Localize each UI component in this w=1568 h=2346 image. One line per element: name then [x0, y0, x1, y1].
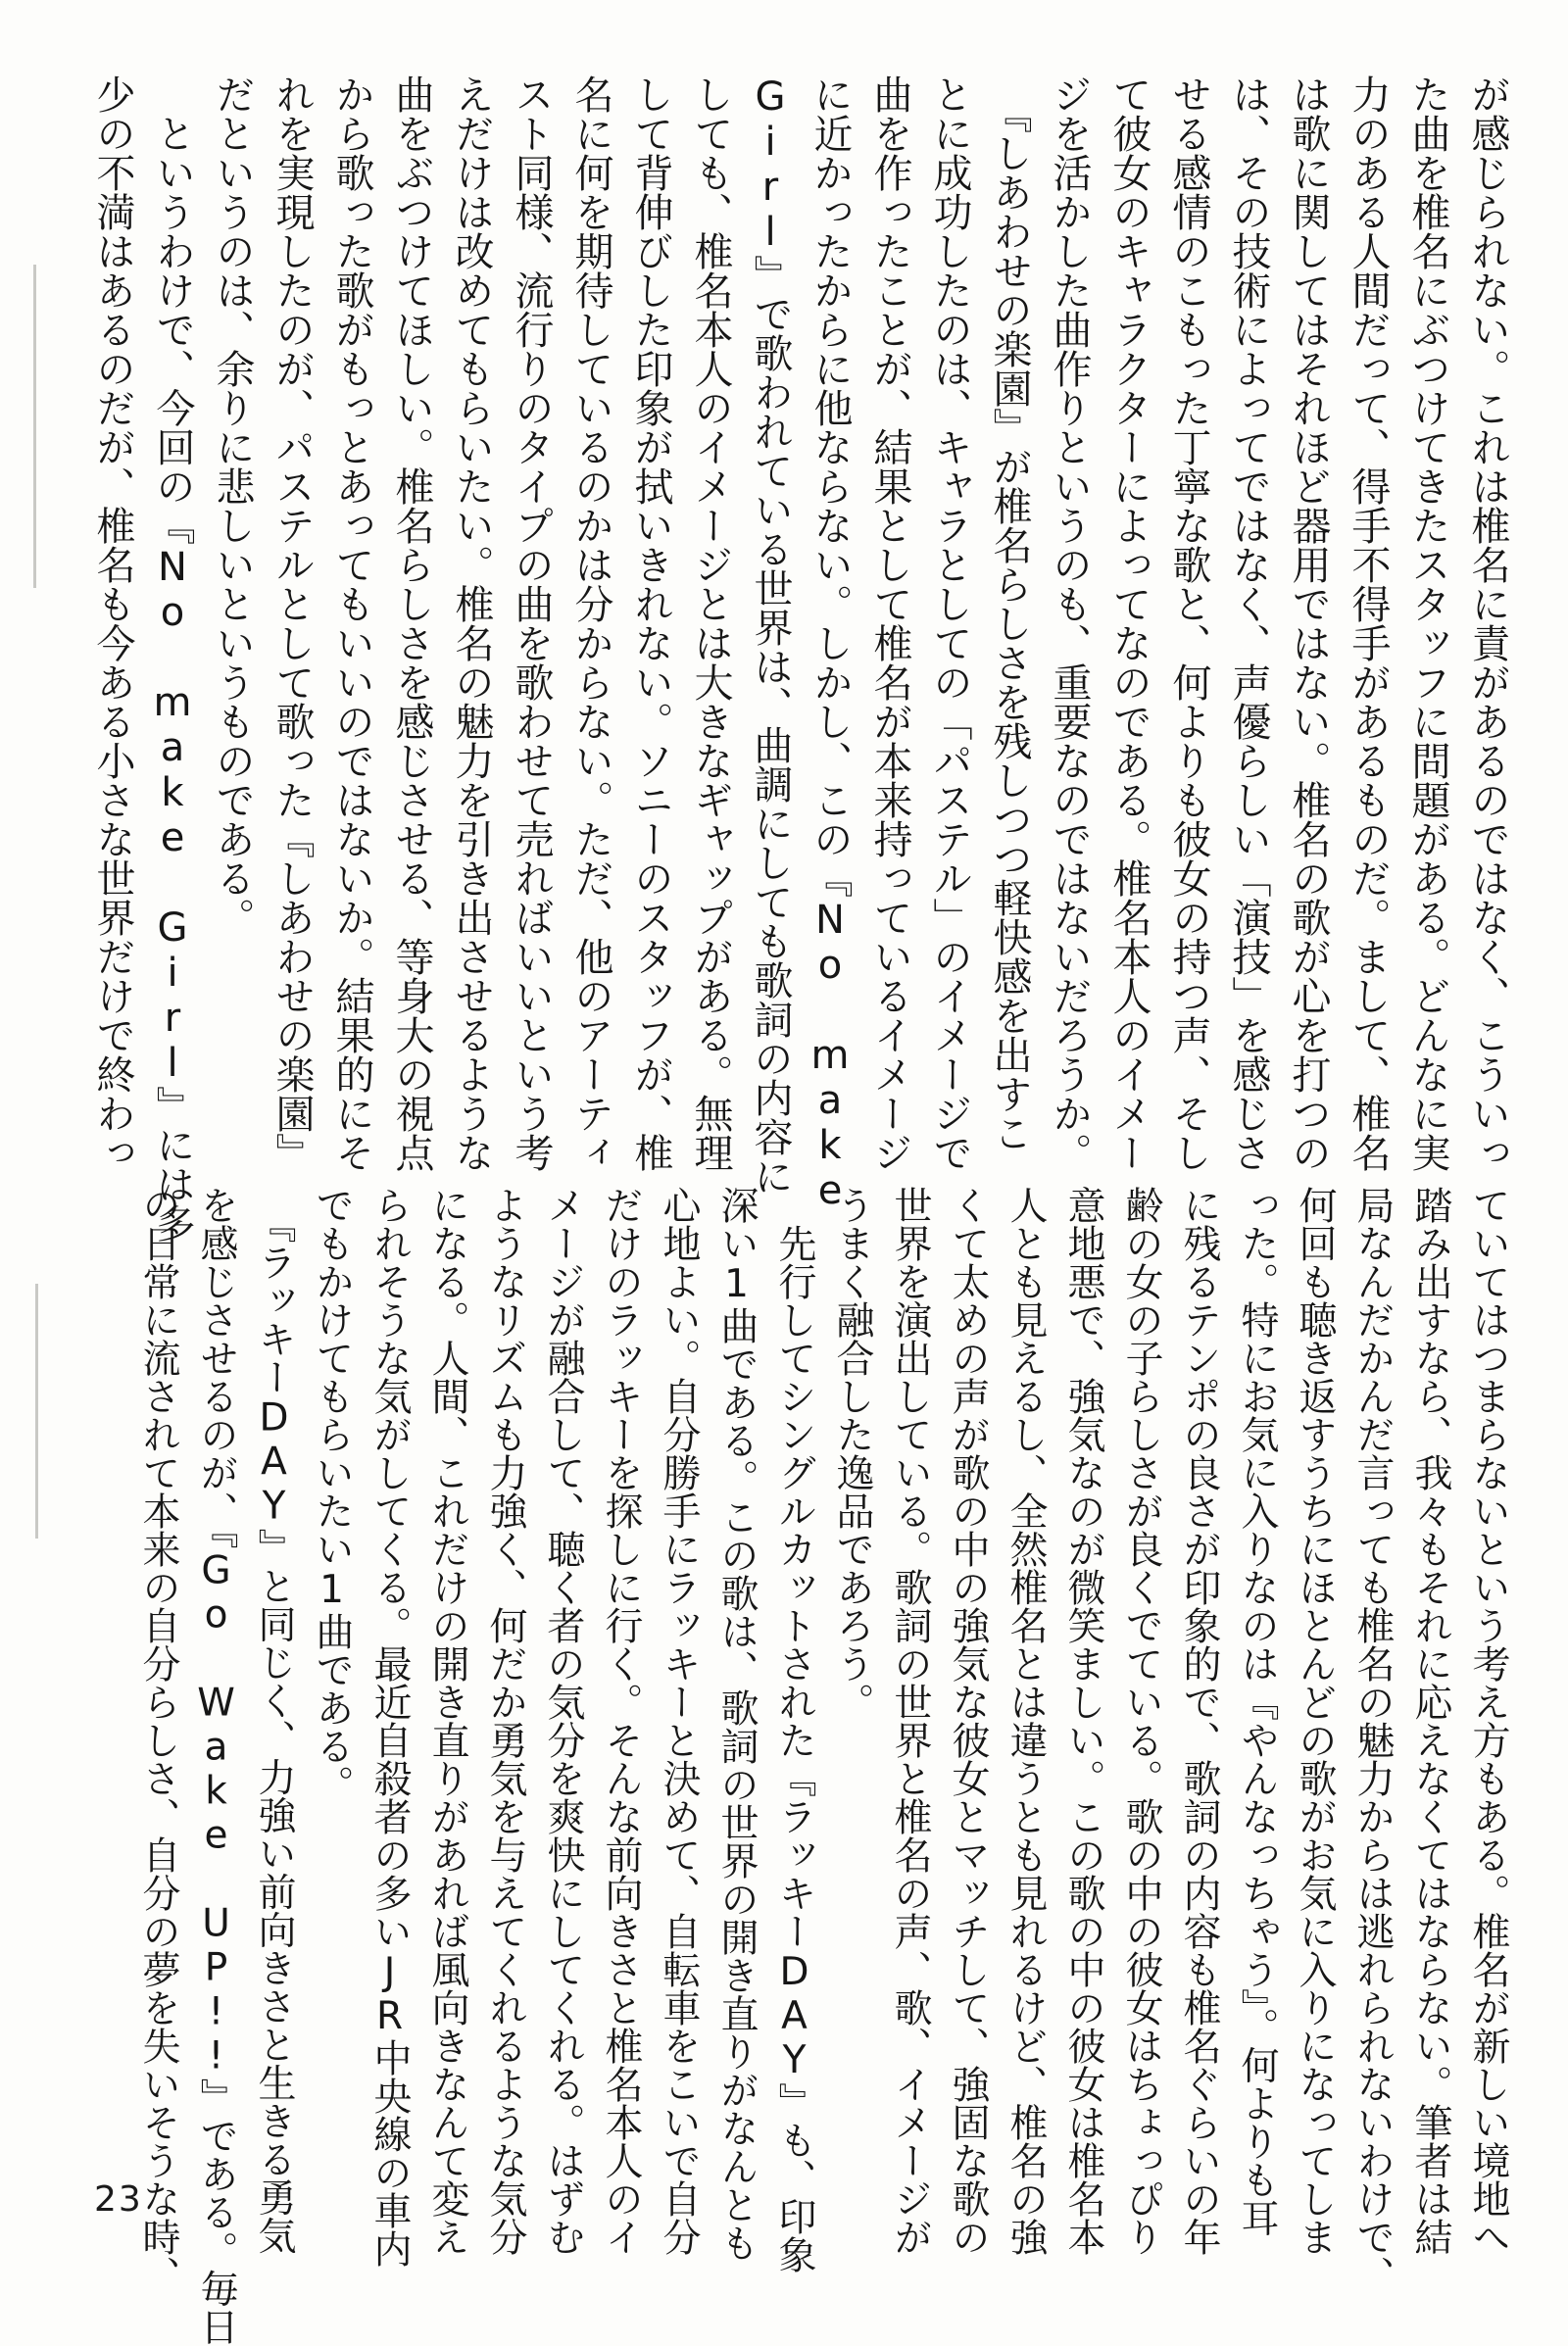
text-column: に残るテンポの良さが印象的で、歌詞の内容も椎名ぐらいの年: [1177, 1186, 1221, 2256]
text-column: メージが融合して、聴く者の気分を爽快にしてくれる。はずむ: [541, 1186, 585, 2256]
text-column: というわけで、今回の『No make Girl』には多: [150, 74, 195, 1243]
text-column: 曲を作ったことが、結果として椎名が本来持っているイメージ: [867, 74, 912, 1172]
text-column: スト同様、流行りのタイプの曲を歌わせて売ればいいという考: [509, 74, 554, 1172]
text-column: が感じられない。これは椎名に責があるのではなく、こういっ: [1465, 74, 1510, 1172]
text-column: 世界を演出している。歌詞の世界と椎名の声、歌、イメージが: [888, 1186, 932, 2256]
article-top-band: [90, 74, 1510, 1243]
text-column: になる。人間、これだけの開き直りがあれば風向きなんて変え: [425, 1186, 469, 2256]
text-column: 齢の女の子らしさが良くでている。歌の中の彼女はちょっぴり: [1119, 1186, 1163, 2256]
page-number: 23: [94, 2179, 143, 2220]
text-column: た曲を椎名にぶつけてきたスタッフに問題がある。どんなに実: [1405, 74, 1450, 1172]
text-column: て彼女のキャラクターによってなのである。椎名本人のイメー: [1106, 74, 1152, 1172]
text-column: Girl』で歌われている世界は、曲調にしても歌詞の内容に: [748, 74, 793, 1196]
scan-edge-artifact: [33, 265, 36, 588]
text-column: とに成功したのは、キャラとしての「パステル」のイメージで: [927, 74, 972, 1172]
text-column: 『ラッキーDAY』と同じく、力強い前向きさと生きる勇気: [252, 1186, 296, 2255]
text-column: 人とも見えるし、全然椎名とは違うとも見れるけど、椎名の強: [1004, 1186, 1048, 2256]
text-column: うまく融合した逸品であろう。: [830, 1186, 874, 1721]
text-column: くて太めの声が歌の中の強気な彼女とマッチして、強固な歌の: [946, 1186, 990, 2256]
text-column: ていてはつまらないという考え方もある。椎名が新しい境地へ: [1466, 1186, 1510, 2256]
text-column: 『しあわせの楽園』が椎名らしさを残しつつ軽快感を出すこ: [987, 74, 1032, 1152]
text-column: して背伸びした印象が拭いきれない。ソニーのスタッフが、椎: [628, 74, 673, 1172]
text-column: の日常に流されて本来の自分らしさ、自分の夢を失いそうな時、: [136, 1186, 180, 2294]
text-column: えだけは改めてもらいたい。椎名の魅力を引き出させるような: [449, 74, 494, 1172]
text-column: 少の不満はあるのだが、椎名も今ある小さな世界だけで終わっ: [90, 74, 135, 1172]
text-column: だというのは、余りに悲しいというものである。: [210, 74, 255, 937]
text-column: 局なんだかんだ言っても椎名の魅力からは逃れられないわけで、: [1350, 1186, 1395, 2294]
text-column: だけのラッキーを探しに行く。そんな前向きさと椎名本人のイ: [599, 1186, 643, 2256]
text-column: 心地よい。自分勝手にラッキーと決めて、自転車をこいで自分: [657, 1186, 701, 2256]
text-column: 名に何を期待しているのかは分からない。ただ、他のアーティ: [568, 74, 613, 1172]
text-column: 何回も聴き返すうちにほとんどの歌がお気に入りになってしま: [1293, 1186, 1337, 2256]
text-column: られそうな気がしてくる。最近自殺者の多いJR中央線の車内: [368, 1186, 412, 2268]
text-column: せる感情のこもった丁寧な歌と、何よりも彼女の持つ声、そし: [1166, 74, 1211, 1172]
text-column: 先行してシングルカットされた『ラッキーDAY』も、印象: [772, 1186, 816, 2273]
scan-edge-artifact: [35, 1284, 38, 1539]
text-column: は、その技術によってではなく、声優らしい「演技」を感じさ: [1226, 74, 1271, 1172]
text-column: しても、椎名本人のイメージとは大きなギャップがある。無理: [688, 74, 733, 1172]
text-column: を感じさせるのが、『Go Wake UP!!』である。毎日: [194, 1186, 238, 2346]
text-column: 踏み出すなら、我々もそれに応えなくてはならない。筆者は結: [1408, 1186, 1452, 2256]
text-column: から歌った歌がもっとあってもいいのではないか。結果的にそ: [329, 74, 374, 1172]
text-column: 深い1曲である。この歌は、歌詞の世界の開き直りがなんとも: [714, 1186, 759, 2262]
text-column: 意地悪で、強気なのが微笑ましい。この歌の中の彼女は椎名本: [1061, 1186, 1105, 2256]
article-bottom-band: [136, 1186, 1510, 2346]
text-column: 力のある人間だって、得手不得手があるものだ。まして、椎名: [1346, 74, 1391, 1172]
text-column: でもかけてもらいたい1曲である。: [310, 1186, 354, 1803]
text-column: に近かったからに他ならない。しかし、この『No make: [808, 74, 853, 1213]
text-column: ジを活かした曲作りというのも、重要なのではないだろうか。: [1047, 74, 1092, 1172]
text-column: ようなリズムも力強く、何だか勇気を与えてくれるような気分: [483, 1186, 527, 2256]
text-column: れを実現したのが、パステルとして歌った『しあわせの楽園』: [270, 74, 315, 1172]
text-column: った。特にお気に入りなのは『やんなっちゃう』。何よりも耳: [1235, 1186, 1279, 2237]
text-column: 曲をぶつけてほしい。椎名らしさを感じさせる、等身大の視点: [389, 74, 434, 1172]
text-column: は歌に関してはそれほど器用ではない。椎名の歌が心を打つの: [1286, 74, 1331, 1172]
